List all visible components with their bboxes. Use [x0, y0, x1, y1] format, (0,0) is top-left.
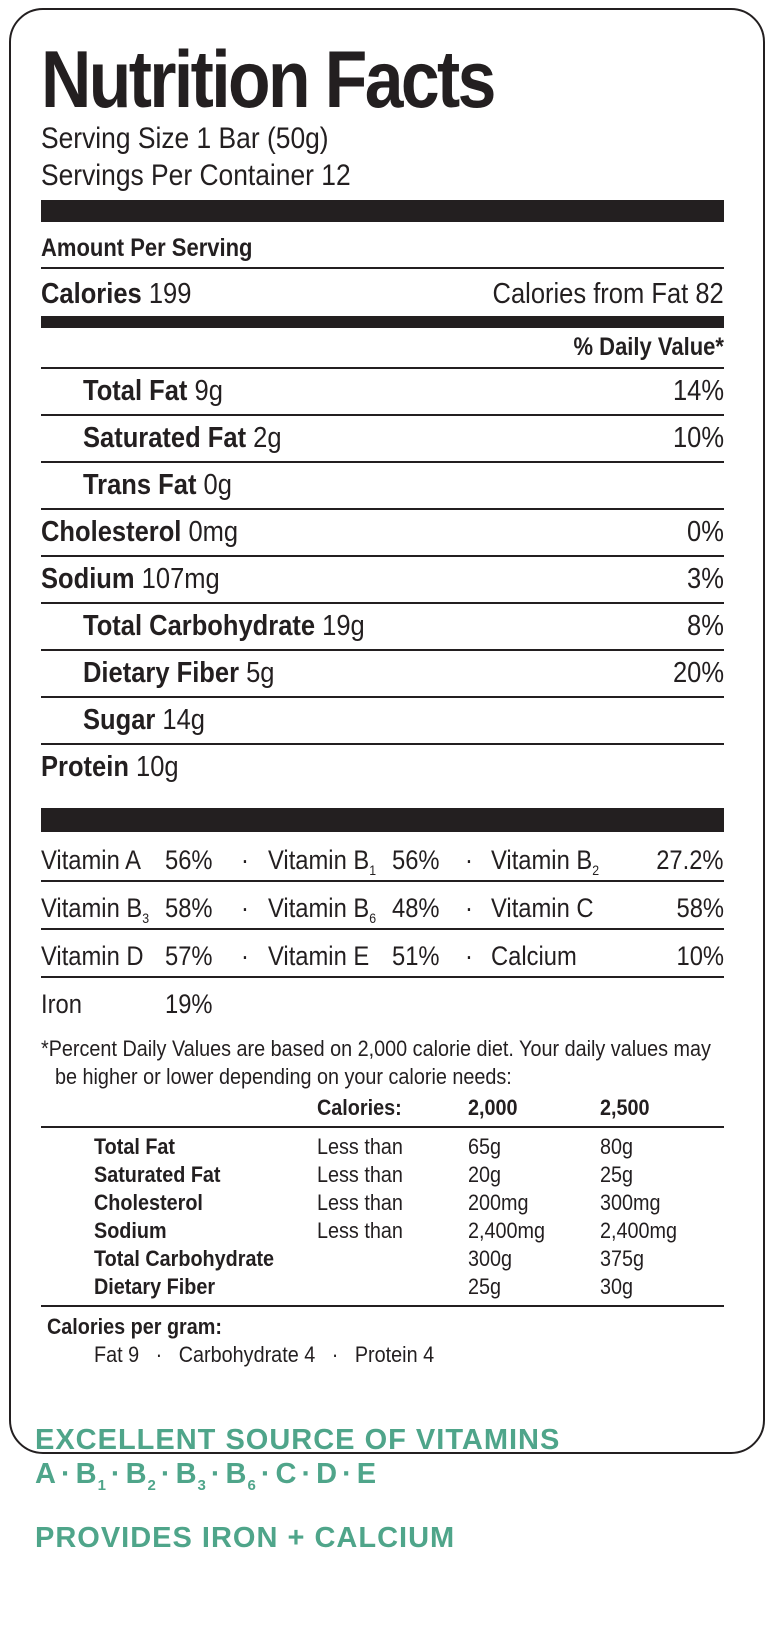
divider [41, 555, 724, 557]
vitamin-row [41, 840, 724, 880]
nutrient-amount: 107mg [141, 563, 220, 595]
vitamin-name [41, 984, 82, 1024]
claim-separator: · [301, 1458, 313, 1490]
vitamin-separator: · [465, 941, 473, 971]
vitamin-name [41, 888, 149, 938]
vitamin-name [491, 936, 577, 976]
divider [41, 508, 724, 510]
cpg-separator: · [155, 1342, 163, 1367]
nutrient-name: Dietary Fiber [83, 657, 240, 689]
daily-value-header: % Daily Value* [573, 333, 724, 361]
calories-row [41, 274, 724, 314]
dv-table-header-label: Calories: [317, 1095, 402, 1120]
vitamin-name-text: Vitamin B [41, 893, 143, 923]
claim-vitamins: EXCELLENT SOURCE OF VITAMINS [35, 1424, 561, 1456]
dv-table-col1: 2,400mg [468, 1218, 546, 1243]
vitamin-name-text: Iron [41, 989, 82, 1019]
vitamin-name [268, 936, 369, 976]
vitamin-name-text: Vitamin C [491, 893, 594, 923]
thick-divider [41, 200, 724, 222]
dv-table-col2: 25g [600, 1162, 634, 1187]
divider [41, 976, 724, 978]
nutrient-label [83, 606, 365, 646]
nutrient-amount: 9g [194, 375, 223, 407]
vitamin-percent: 56% [165, 845, 213, 875]
dv-table-col1: 25g [468, 1274, 502, 1299]
vitamin-name-text: Vitamin B [268, 845, 370, 875]
vitamin-separator: · [465, 845, 473, 875]
vitamin-subscript: 3 [142, 910, 150, 926]
nutrient-name: Total Fat [83, 375, 188, 407]
vitamin-name [41, 936, 144, 976]
vitamin-name-text: Vitamin D [41, 941, 144, 971]
nutrient-amount: 19g [322, 610, 365, 642]
claim-separator: · [210, 1458, 222, 1490]
dv-table-name: Dietary Fiber [94, 1274, 216, 1299]
nutrient-label [41, 559, 220, 599]
vitamin-name [491, 888, 594, 928]
vitamin-subscript: 2 [592, 862, 600, 878]
vitamin-separator: · [241, 845, 249, 875]
amount-per-serving-row [41, 228, 724, 268]
dv-table-qual: Less than [317, 1162, 403, 1187]
nutrient-label [41, 747, 179, 787]
nutrient-amount: 5g [246, 657, 275, 689]
claim-vitamin-subscript: 6 [247, 1477, 257, 1494]
nutrient-daily-value: 0% [687, 516, 724, 548]
claim-vitamin-letter: B [175, 1458, 198, 1490]
dv-table-qual: Less than [317, 1134, 403, 1159]
dv-table-name: Total Fat [94, 1134, 176, 1159]
footnote-line-1: *Percent Daily Values are based on 2,000 calorie diet. Your daily values may [41, 1036, 711, 1061]
claim-vitamin-letter: D [316, 1458, 339, 1490]
vitamin-percent: 48% [392, 893, 440, 923]
divider [41, 1305, 724, 1307]
dv-table-col1: 300g [468, 1246, 513, 1271]
divider [41, 267, 724, 269]
calories-per-gram-label: Calories per gram: [47, 1314, 222, 1339]
dv-table-name: Saturated Fat [94, 1162, 221, 1187]
nutrient-name: Trans Fat [83, 469, 197, 501]
nutrient-name: Saturated Fat [83, 422, 247, 454]
dv-table-header-col2: 2,500 [600, 1095, 650, 1120]
nutrient-row [41, 606, 724, 646]
nutrient-name: Cholesterol [41, 516, 182, 548]
dv-table-col2: 2,400mg [600, 1218, 678, 1243]
nutrient-amount: 0g [203, 469, 232, 501]
nutrient-row [41, 653, 724, 693]
nutrient-daily-value: 14% [672, 375, 724, 407]
amount-per-serving: Amount Per Serving [41, 234, 253, 262]
cpg-fat: Fat 9 [94, 1342, 140, 1367]
vitamin-name [41, 840, 141, 880]
vitamin-row [41, 984, 724, 1024]
dv-table-col1: 200mg [468, 1190, 529, 1215]
claim-vitamin-subscript: 2 [147, 1477, 157, 1494]
claim-separator: · [60, 1458, 72, 1490]
nutrient-daily-value: 20% [672, 657, 724, 689]
vitamin-percent: 58% [676, 893, 724, 923]
nutrient-name: Total Carbohydrate [83, 610, 316, 642]
nutrient-label [83, 653, 275, 693]
divider [41, 414, 724, 416]
vitamin-percent: 19% [165, 989, 213, 1019]
cpg-protein: Protein 4 [354, 1342, 435, 1367]
nutrient-daily-value: 3% [687, 563, 724, 595]
serving-size: Serving Size 1 Bar (50g) [41, 122, 329, 155]
thick-divider-vitamins [41, 808, 724, 832]
nutrient-label [83, 465, 232, 505]
footnote-line-2: be higher or lower depending on your calorie needs: [55, 1064, 512, 1089]
vitamin-subscript: 1 [369, 862, 377, 878]
claim-vitamin-letter: A [35, 1458, 57, 1490]
nutrient-row [41, 512, 724, 552]
claim-vitamin-letter: B [75, 1458, 98, 1490]
dv-table-name: Total Carbohydrate [94, 1246, 275, 1271]
dv-table-col1: 20g [468, 1162, 502, 1187]
nutrient-row [41, 418, 724, 458]
vitamin-name [268, 888, 376, 938]
dv-table-name: Cholesterol [94, 1190, 203, 1215]
nutrient-label [83, 418, 282, 458]
divider [41, 880, 724, 882]
claim-vitamin-letter: B [225, 1458, 248, 1490]
dv-table-name: Sodium [94, 1218, 167, 1243]
claim-vitamin-list [35, 1458, 377, 1494]
nutrient-label [83, 371, 223, 411]
nutrient-amount: 0mg [188, 516, 239, 548]
vitamin-name-text: Calcium [491, 941, 577, 971]
nutrient-label [41, 512, 238, 552]
calories-per-gram-values [94, 1341, 434, 1369]
vitamin-percent: 57% [165, 941, 213, 971]
divider [41, 1126, 724, 1128]
nutrient-name: Sugar [83, 704, 156, 736]
nutrient-label [83, 700, 205, 740]
dv-table-col2: 300mg [600, 1190, 661, 1215]
label-title: Nutrition Facts [41, 35, 494, 125]
divider [41, 602, 724, 604]
vitamin-subscript: 6 [369, 910, 377, 926]
divider [41, 696, 724, 698]
dv-table-col2: 375g [600, 1246, 645, 1271]
claim-vitamin-subscript: 3 [197, 1477, 207, 1494]
nutrient-row [41, 371, 724, 411]
vitamin-percent: 58% [165, 893, 213, 923]
calories-label: Calories [41, 278, 142, 310]
servings-per-container: Servings Per Container 12 [41, 159, 351, 192]
vitamin-percent: 51% [392, 941, 440, 971]
claim-iron-calcium: PROVIDES IRON + CALCIUM [35, 1522, 456, 1554]
vitamin-name [268, 840, 376, 890]
vitamin-name-text: Vitamin B [491, 845, 593, 875]
vitamin-separator: · [241, 893, 249, 923]
daily-value-header-row [41, 327, 724, 367]
vitamin-row [41, 936, 724, 976]
nutrient-daily-value: 10% [672, 422, 724, 454]
divider [41, 367, 724, 369]
claim-separator: · [342, 1458, 353, 1490]
calories-value: 199 [148, 278, 192, 310]
vitamin-percent: 10% [676, 941, 724, 971]
vitamin-name-text: Vitamin A [41, 845, 141, 875]
claim-separator: · [110, 1458, 122, 1490]
nutrient-amount: 2g [253, 422, 282, 454]
cpg-carb: Carbohydrate 4 [178, 1342, 316, 1367]
divider [41, 928, 724, 930]
vitamin-separator: · [241, 941, 249, 971]
vitamin-name [491, 840, 599, 890]
nutrient-daily-value: 8% [687, 610, 724, 642]
claim-vitamin-letter: E [356, 1458, 378, 1490]
nutrient-row [41, 465, 724, 505]
claim-vitamin-subscript: 1 [97, 1477, 107, 1494]
nutrient-name: Sodium [41, 563, 135, 595]
claim-vitamin-letter: C [275, 1458, 298, 1490]
nutrient-row [41, 559, 724, 599]
divider [41, 743, 724, 745]
nutrient-amount: 10g [136, 751, 179, 783]
claim-separator: · [160, 1458, 172, 1490]
dv-table-col2: 30g [600, 1274, 634, 1299]
vitamin-percent: 56% [392, 845, 440, 875]
vitamin-name-text: Vitamin E [268, 941, 370, 971]
claim-vitamin-letter: B [125, 1458, 148, 1490]
nutrient-row [41, 747, 724, 787]
vitamin-separator: · [465, 893, 473, 923]
divider [41, 649, 724, 651]
vitamin-percent: 27.2% [656, 845, 724, 875]
nutrient-amount: 14g [162, 704, 206, 736]
dv-table-qual: Less than [317, 1190, 403, 1215]
cpg-separator: · [331, 1342, 339, 1367]
vitamin-row [41, 888, 724, 928]
nutrient-row [41, 700, 724, 740]
dv-table-col2: 80g [600, 1134, 634, 1159]
nutrient-name: Protein [41, 751, 129, 783]
calories-from-fat: Calories from Fat 82 [492, 278, 724, 310]
dv-table-col1: 65g [468, 1134, 502, 1159]
vitamin-name-text: Vitamin B [268, 893, 370, 923]
dv-table-qual: Less than [317, 1218, 403, 1243]
claim-separator: · [260, 1458, 272, 1490]
dv-table-header-col1: 2,000 [468, 1095, 518, 1120]
divider [41, 461, 724, 463]
